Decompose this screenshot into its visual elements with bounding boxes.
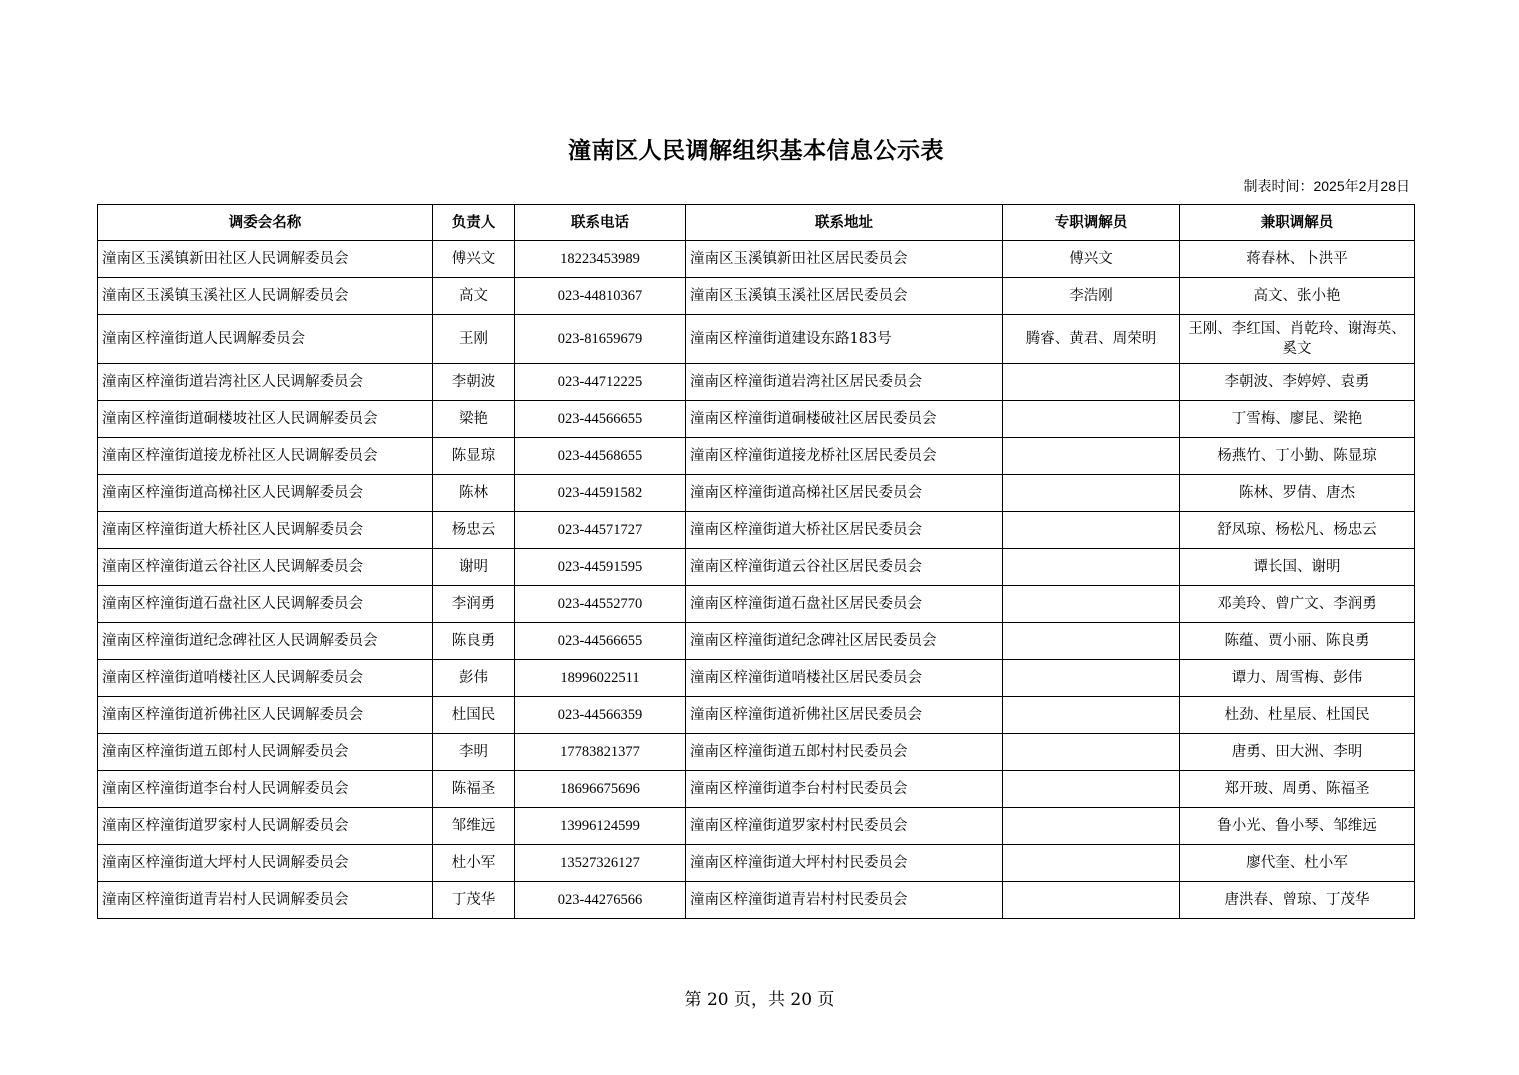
cell-committee-name: 潼南区玉溪镇玉溪社区人民调解委员会: [98, 278, 433, 315]
cell-phone: 023-81659679: [515, 315, 686, 364]
cell-address: 潼南区玉溪镇新田社区居民委员会: [686, 241, 1003, 278]
cell-leader: 邹维远: [433, 808, 515, 845]
cell-committee-name: 潼南区梓潼街道接龙桥社区人民调解委员会: [98, 438, 433, 475]
col-header-address: 联系地址: [686, 205, 1003, 241]
cell-address: 潼南区梓潼街道纪念碑社区居民委员会: [686, 623, 1003, 660]
cell-parttime-mediator: 邓美玲、曾广文、李润勇: [1180, 586, 1415, 623]
cell-parttime-mediator: 廖代奎、杜小军: [1180, 845, 1415, 882]
cell-phone: 023-44566359: [515, 697, 686, 734]
cell-parttime-mediator: 鲁小光、鲁小琴、邹维远: [1180, 808, 1415, 845]
cell-parttime-mediator: 唐洪春、曾琼、丁茂华: [1180, 882, 1415, 919]
cell-leader: 陈福圣: [433, 771, 515, 808]
cell-address: 潼南区梓潼街道石盘社区居民委员会: [686, 586, 1003, 623]
table-row: [98, 512, 1415, 549]
col-header-fulltime: 专职调解员: [1003, 205, 1180, 241]
cell-address: 潼南区梓潼街道大桥社区居民委员会: [686, 512, 1003, 549]
col-header-leader: 负责人: [433, 205, 515, 241]
table-row: [98, 660, 1415, 697]
cell-phone: 023-44591582: [515, 475, 686, 512]
table-row: [98, 278, 1415, 315]
cell-fulltime-mediator: [1003, 845, 1180, 882]
cell-fulltime-mediator: [1003, 660, 1180, 697]
cell-fulltime-mediator: [1003, 586, 1180, 623]
cell-committee-name: 潼南区梓潼街道祈佛社区人民调解委员会: [98, 697, 433, 734]
cell-parttime-mediator: 陈林、罗倩、唐杰: [1180, 475, 1415, 512]
cell-committee-name: 潼南区梓潼街道大坪村人民调解委员会: [98, 845, 433, 882]
table-row: [98, 475, 1415, 512]
cell-committee-name: 潼南区梓潼街道人民调解委员会: [98, 315, 433, 364]
table-row: [98, 845, 1415, 882]
cell-address: 潼南区梓潼街道五郎村村民委员会: [686, 734, 1003, 771]
cell-fulltime-mediator: 腾睿、黄君、周荣明: [1003, 315, 1180, 364]
cell-phone: 023-44591595: [515, 549, 686, 586]
table-row: [98, 315, 1415, 364]
cell-committee-name: 潼南区梓潼街道哨楼社区人民调解委员会: [98, 660, 433, 697]
cell-fulltime-mediator: [1003, 882, 1180, 919]
cell-fulltime-mediator: [1003, 623, 1180, 660]
cell-parttime-mediator: 谭力、周雪梅、彭伟: [1180, 660, 1415, 697]
cell-phone: 13996124599: [515, 808, 686, 845]
table-row: [98, 771, 1415, 808]
cell-address: 潼南区玉溪镇玉溪社区居民委员会: [686, 278, 1003, 315]
cell-leader: 丁茂华: [433, 882, 515, 919]
cell-leader: 陈显琼: [433, 438, 515, 475]
cell-fulltime-mediator: [1003, 808, 1180, 845]
cell-phone: 17783821377: [515, 734, 686, 771]
cell-fulltime-mediator: [1003, 401, 1180, 438]
cell-phone: 023-44276566: [515, 882, 686, 919]
cell-phone: 18223453989: [515, 241, 686, 278]
cell-address: 潼南区梓潼街道接龙桥社区居民委员会: [686, 438, 1003, 475]
cell-fulltime-mediator: [1003, 549, 1180, 586]
cell-leader: 彭伟: [433, 660, 515, 697]
cell-leader: 陈良勇: [433, 623, 515, 660]
table-date: 制表时间：2025年2月28日: [1243, 178, 1410, 194]
cell-parttime-mediator: 李朝波、李婷婷、袁勇: [1180, 364, 1415, 401]
cell-fulltime-mediator: [1003, 771, 1180, 808]
cell-leader: 傅兴文: [433, 241, 515, 278]
cell-committee-name: 潼南区梓潼街道李台村人民调解委员会: [98, 771, 433, 808]
cell-parttime-mediator: 丁雪梅、廖昆、梁艳: [1180, 401, 1415, 438]
cell-leader: 李明: [433, 734, 515, 771]
cell-address: 潼南区梓潼街道云谷社区居民委员会: [686, 549, 1003, 586]
cell-leader: 陈林: [433, 475, 515, 512]
cell-phone: 023-44568655: [515, 438, 686, 475]
cell-committee-name: 潼南区梓潼街道罗家村人民调解委员会: [98, 808, 433, 845]
cell-committee-name: 潼南区梓潼街道五郎村人民调解委员会: [98, 734, 433, 771]
cell-address: 潼南区梓潼街道硐楼破社区居民委员会: [686, 401, 1003, 438]
cell-fulltime-mediator: 傅兴文: [1003, 241, 1180, 278]
cell-parttime-mediator: 高文、张小艳: [1180, 278, 1415, 315]
col-header-phone: 联系电话: [515, 205, 686, 241]
cell-phone: 023-44566655: [515, 623, 686, 660]
table-row: [98, 734, 1415, 771]
cell-parttime-mediator: 舒凤琼、杨松凡、杨忠云: [1180, 512, 1415, 549]
table-row: [98, 586, 1415, 623]
cell-parttime-mediator: 杜劲、杜星辰、杜国民: [1180, 697, 1415, 734]
table-row: [98, 438, 1415, 475]
cell-fulltime-mediator: [1003, 475, 1180, 512]
cell-committee-name: 潼南区梓潼街道石盘社区人民调解委员会: [98, 586, 433, 623]
cell-committee-name: 潼南区玉溪镇新田社区人民调解委员会: [98, 241, 433, 278]
table-row: [98, 364, 1415, 401]
table-row: [98, 697, 1415, 734]
cell-leader: 李润勇: [433, 586, 515, 623]
cell-parttime-mediator: 王刚、李红国、肖乾玲、谢海英、奚文: [1180, 315, 1415, 364]
cell-leader: 杜小军: [433, 845, 515, 882]
cell-leader: 杜国民: [433, 697, 515, 734]
cell-parttime-mediator: 唐勇、田大洲、李明: [1180, 734, 1415, 771]
cell-phone: 18696675696: [515, 771, 686, 808]
cell-committee-name: 潼南区梓潼街道大桥社区人民调解委员会: [98, 512, 433, 549]
cell-address: 潼南区梓潼街道罗家村村民委员会: [686, 808, 1003, 845]
cell-leader: 王刚: [433, 315, 515, 364]
cell-fulltime-mediator: [1003, 438, 1180, 475]
cell-phone: 023-44810367: [515, 278, 686, 315]
cell-leader: 李朝波: [433, 364, 515, 401]
cell-parttime-mediator: 蒋春林、卜洪平: [1180, 241, 1415, 278]
cell-fulltime-mediator: [1003, 734, 1180, 771]
cell-parttime-mediator: 陈蕴、贾小丽、陈良勇: [1180, 623, 1415, 660]
cell-address: 潼南区梓潼街道哨楼社区居民委员会: [686, 660, 1003, 697]
table-row: [98, 549, 1415, 586]
cell-phone: 023-44566655: [515, 401, 686, 438]
cell-leader: 杨忠云: [433, 512, 515, 549]
cell-address: 潼南区梓潼街道岩湾社区居民委员会: [686, 364, 1003, 401]
table-row: [98, 241, 1415, 278]
cell-leader: 谢明: [433, 549, 515, 586]
cell-parttime-mediator: 郑开玻、周勇、陈福圣: [1180, 771, 1415, 808]
page-footer: 第 20 页，共 20 页: [684, 990, 835, 1010]
cell-phone: 023-44712225: [515, 364, 686, 401]
cell-phone: 18996022511: [515, 660, 686, 697]
cell-committee-name: 潼南区梓潼街道云谷社区人民调解委员会: [98, 549, 433, 586]
cell-leader: 高文: [433, 278, 515, 315]
cell-parttime-mediator: 杨燕竹、丁小勤、陈显琼: [1180, 438, 1415, 475]
cell-committee-name: 潼南区梓潼街道高梯社区人民调解委员会: [98, 475, 433, 512]
cell-address: 潼南区梓潼街道青岩村村民委员会: [686, 882, 1003, 919]
cell-phone: 023-44552770: [515, 586, 686, 623]
cell-fulltime-mediator: [1003, 697, 1180, 734]
cell-committee-name: 潼南区梓潼街道青岩村人民调解委员会: [98, 882, 433, 919]
cell-fulltime-mediator: [1003, 364, 1180, 401]
cell-committee-name: 潼南区梓潼街道岩湾社区人民调解委员会: [98, 364, 433, 401]
cell-leader: 梁艳: [433, 401, 515, 438]
cell-parttime-mediator: 谭长国、谢明: [1180, 549, 1415, 586]
mediation-table: [97, 204, 1415, 919]
table-header-row: [98, 205, 1415, 241]
cell-address: 潼南区梓潼街道建设东路183号: [686, 315, 1003, 364]
table-row: [98, 882, 1415, 919]
table-row: [98, 623, 1415, 660]
cell-committee-name: 潼南区梓潼街道纪念碑社区人民调解委员会: [98, 623, 433, 660]
cell-address: 潼南区梓潼街道大坪村村民委员会: [686, 845, 1003, 882]
cell-phone: 13527326127: [515, 845, 686, 882]
cell-committee-name: 潼南区梓潼街道硐楼坡社区人民调解委员会: [98, 401, 433, 438]
cell-fulltime-mediator: 李浩刚: [1003, 278, 1180, 315]
cell-address: 潼南区梓潼街道祈佛社区居民委员会: [686, 697, 1003, 734]
page-title: 潼南区人民调解组织基本信息公示表: [568, 137, 944, 164]
table-row: [98, 808, 1415, 845]
cell-address: 潼南区梓潼街道李台村村民委员会: [686, 771, 1003, 808]
cell-fulltime-mediator: [1003, 512, 1180, 549]
table-row: [98, 401, 1415, 438]
cell-phone: 023-44571727: [515, 512, 686, 549]
col-header-parttime: 兼职调解员: [1180, 205, 1415, 241]
col-header-name: 调委会名称: [98, 205, 433, 241]
cell-address: 潼南区梓潼街道高梯社区居民委员会: [686, 475, 1003, 512]
